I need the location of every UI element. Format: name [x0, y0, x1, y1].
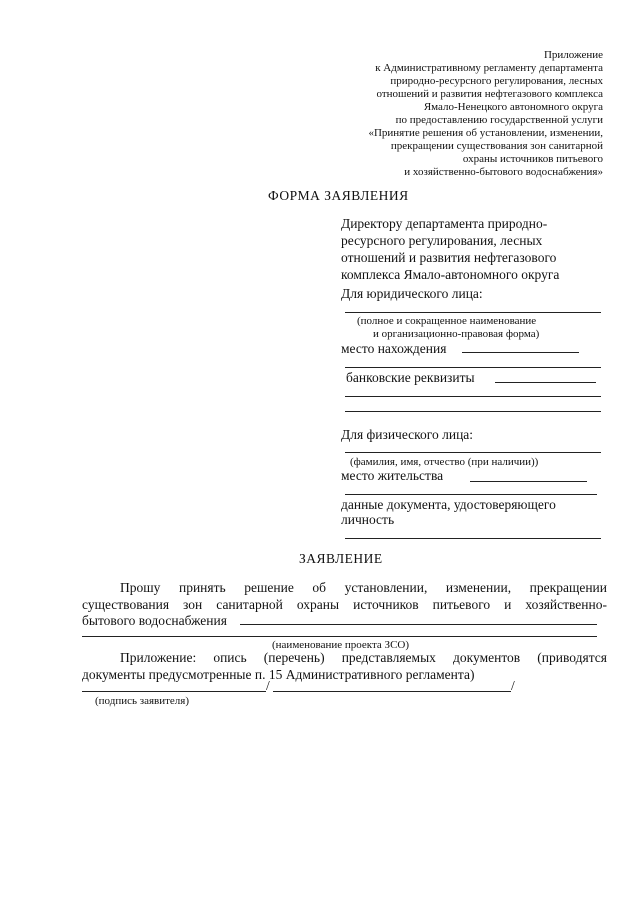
location-label: место нахождения [341, 341, 447, 356]
id-document-field-line[interactable] [345, 538, 601, 539]
residence-field-line-2[interactable] [345, 494, 597, 495]
residence-label: место жительства [341, 468, 444, 483]
id-document-label-2: личность [341, 512, 395, 527]
statement-para-line-1: Прошу принять решение об установлении, изменении, прекращении [120, 580, 607, 595]
appendix-line: по предоставлению государственной услуги [395, 114, 603, 126]
project-hint: (наименование проекта ЗСО) [272, 639, 410, 651]
appendix-line: отношений и развития нефтегазового комплекса [376, 88, 603, 100]
individual-hint: (фамилия, имя, отчество (при наличии)) [350, 456, 539, 468]
appendix-line: Ямало-Ненецкого автономного округа [423, 101, 603, 113]
attachment-line-2: документы предусмотренные п. 15 Административного регламента) [82, 667, 475, 682]
appendix-block [273, 49, 603, 179]
legal-entity-heading: Для юридического лица: [341, 286, 483, 301]
statement-para-line-2: существования зон санитарной охраны источников питьевого и хозяйственно- [82, 597, 607, 612]
form-title: ФОРМА ЗАЯВЛЕНИЯ [268, 188, 409, 203]
addressee-line: ресурсного регулирования, лесных [341, 233, 543, 248]
bank-details-field-line[interactable] [495, 382, 596, 383]
statement-project-field-line-2[interactable] [82, 636, 597, 637]
signature-slash-end: / [511, 678, 515, 693]
addressee-line: Директору департамента природно- [341, 216, 548, 231]
addressee-line: комплекса Ямало-автономного округа [341, 267, 560, 282]
signature-line[interactable] [82, 691, 266, 692]
id-document-label-1: данные документа, удостоверяющего [341, 497, 556, 512]
appendix-line: прекращении существования зон санитарной [390, 140, 603, 152]
signature-slash: / [266, 678, 270, 693]
signature-name-line[interactable] [273, 691, 511, 692]
appendix-line: Приложение [543, 49, 603, 61]
residence-field-line[interactable] [470, 481, 587, 482]
location-field-line[interactable] [462, 352, 579, 353]
legal-entity-name-line[interactable] [345, 312, 601, 313]
bank-details-label: банковские реквизиты [346, 370, 475, 385]
appendix-line: природно-ресурсного регулирования, лесных [390, 75, 603, 87]
location-field-line-2[interactable] [345, 367, 601, 368]
signature-hint: (подпись заявителя) [95, 695, 190, 707]
appendix-line: «Принятие решения об установлении, изменении, [368, 127, 603, 139]
bank-details-line-2[interactable] [345, 396, 601, 397]
individual-name-line[interactable] [345, 452, 601, 453]
addressee-block [341, 215, 606, 283]
appendix-line: охраны источников питьевого [462, 153, 603, 165]
appendix-line: к Административному регламенту департамента [375, 62, 603, 74]
bank-details-line-3[interactable] [345, 411, 601, 412]
addressee-line: отношений и развития нефтегазового [341, 250, 557, 265]
legal-entity-hint-1: (полное и сокращенное наименование [357, 315, 537, 327]
legal-entity-hint-2: и организационно-правовая форма) [373, 328, 540, 340]
attachment-line-1: Приложение: опись (перечень) представляемых документов (приводятся [120, 650, 607, 665]
individual-heading: Для физического лица: [341, 427, 474, 442]
statement-title: ЗАЯВЛЕНИЕ [299, 551, 383, 566]
appendix-line: и хозяйственно-бытового водоснабжения» [404, 166, 603, 178]
statement-project-field-line[interactable] [240, 624, 597, 625]
statement-para-line-3: бытового водоснабжения [82, 613, 227, 628]
